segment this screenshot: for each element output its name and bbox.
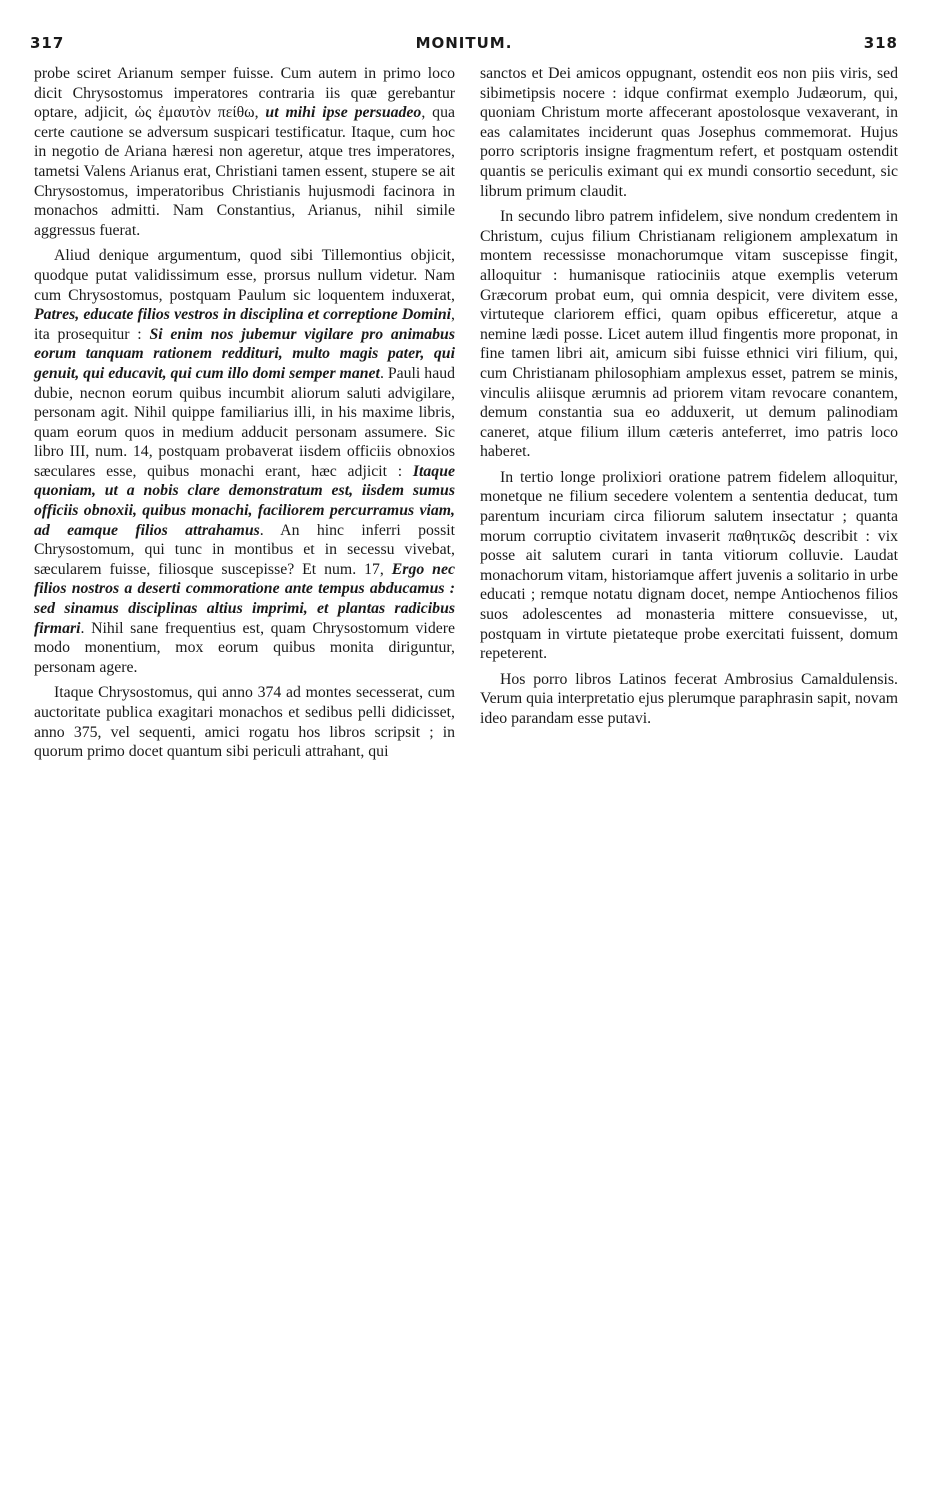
paragraph [34, 64, 455, 240]
italic-quote: Patres, educate filios vestros in disciplina et correptione Domini [34, 306, 452, 324]
text-run: probe sciret Arianum semper fuisse. Cum autem in primo loco dicit Chrysostomus imperatores contraria iis quæ gerebantur optare, adjicit, [34, 65, 455, 122]
paragraph: In secundo libro patrem infidelem, sive nondum credentem in Christum, cujus filium Christianam religionem amplexatum in montem recessisse monachorumque vitam suscepisse fingit, alloquitur : humanisque ratiociniis atque exemplis veterum Græcorum probat eum, qui omnia despicit, vere divitem esse, virtuteque clariorem effici, quam opibus efficeretur, atque a nemine lædi posse. Licet autem illud fingentis more proponat, in fine tamen libri ait, amicum sibi fuisse ethnici viri filium, qui, cum Christianam philosophiam amplexus esset, patrem se minis, vinculis aliisque ærumnis ad priorem vitam revocare conantem, demum constantia sua eo adduxerit, ut demum palinodiam caneret, atque filium illum cæteris anteferret, imo patris loco haberet. [480, 208, 898, 461]
paragraph [34, 246, 455, 677]
greek-phrase: παθητικῶς [728, 527, 796, 545]
italic-quote: Si enim nos jubemur vigilare pro animabus eorum tanquam rationem reddituri, multo magis pater, qui genuit, qui educavit, qui cum illo domi semper manet [34, 325, 455, 382]
text-run: . Pauli haud dubie, necnon eorum quibus incumbit aliorum saluti advigilare, personam agit. Nihil quippe familiarius illi, in his maxime libris, quam eorum quos in medium adducit personam assumere. Sic libro III, num. 14, postquam probaverat iisdem officiis obnoxios sæculares esse, quibus monachi erant, hæc adjicit : [34, 364, 455, 480]
text-run: In tertio longe prolixiori oratione patrem fidelem alloquitur, monetque ne filium secedere volentem a sententia deducat, tum parentum incuriam circa filiorum salutem insectatur ; quanta morum corruptio civitatem invaserit [480, 468, 898, 545]
right-column [480, 64, 898, 735]
paragraph [480, 64, 898, 201]
text-run: Aliud denique argumentum, quod sibi Tillemontius objicit, quodque putat validissimum esse, prorsus nullum videtur. Nam cum Chrysostomus, postquam Paulum sic loquentem induxerat, [34, 247, 455, 304]
text-run: , ita prosequitur : [34, 306, 455, 343]
paragraph: Hos porro libros Latinos fecerat Ambrosius Camaldulensis. Verum quia interpretatio ejus plerumque paraphrasin sapit, novam ideo parandam esse putavi. [480, 670, 898, 727]
page-number-left: 317 [30, 34, 65, 52]
left-column [34, 64, 455, 768]
text-run: , qua certe cautione se adversum suspicari testificatur. Itaque, cum hoc in negotio de Ariana hæresi non ageretur, atque tres imperatores, tametsi Valens Arianus erat, Christiani tamen essent, stupere se ait Chrysostomus, imperatoribus Christianis hujusmodi facinora in monachos admitti. Nam Constantius, Arianus, nihil simile aggressus fuerat. [34, 104, 455, 239]
text-run: . Nihil sane frequentius est, quam Chrysostomum videre modo monentium, mox eorum quibus monita diriguntur, personam agere. [34, 619, 455, 676]
page-number-right: 318 [863, 34, 898, 52]
italic-quote: ut mihi ipse persuadeo [265, 104, 422, 122]
greek-phrase: ὡς ἐμαυτὸν πείθω [134, 104, 255, 122]
page-header [30, 34, 898, 56]
running-title: MONITUM. [415, 34, 513, 52]
text-run: , [254, 104, 266, 122]
italic-quote: Itaque quoniam, ut a nobis clare demonstratum est, iisdem sumus officiis obnoxii, quibus monachi, faciliorem percurramus viam, ad eamque filios attrahamus [34, 462, 455, 539]
paragraph: Itaque Chrysostomus, qui anno 374 ad montes secesserat, cum auctoritate publica exagitari monachos et sedibus pelli didicisset, anno 375, vel sequenti, amici rogatu hos libros scripsit ; in quorum primo docet quantum sibi periculi attrahant, qui [34, 684, 455, 761]
italic-quote: Ergo nec filios nostros a deserti commoratione ante tempus abducamus : sed sinamus disciplinas altius imprimi, et plantas radicibus firmari [34, 560, 455, 637]
text-run: sanctos et Dei amicos oppugnant, ostendit eos non piis viris, sed sibimetipsis nocere : idque confirmat exemplo Judæorum, qui, quoniam Christum morte affecerant apostolosque vexaverant, in eas calamitates inciderunt quas Josephus commemorat. Hujus porro scriptoris insigne fragmentum refert, et postquam ostendit quantis se periculis eximant qui ex mundi consortio secedunt, sic librum primum claudit. [480, 65, 898, 200]
text-run: . An hinc inferri possit Chrysostomum, qui tunc in montibus et in secessu vivebat, sæcularem fuisse, filiosque suscepisse? Et num. 17, [34, 521, 456, 578]
text-run: describit : vix posse ait salutem curari in tanta vitiorum colluvie. Laudat monachorum vitam, historiamque affert juvenis a solitario in urbe educati ; remque notatu dignam docet, nempe Antiochenos filios suos adolescentes ad monasteria mittere consuevisse, ut, postquam in virtute pietateque probe exercitati fuissent, domum repeterent. [480, 527, 898, 663]
paragraph [480, 468, 898, 664]
